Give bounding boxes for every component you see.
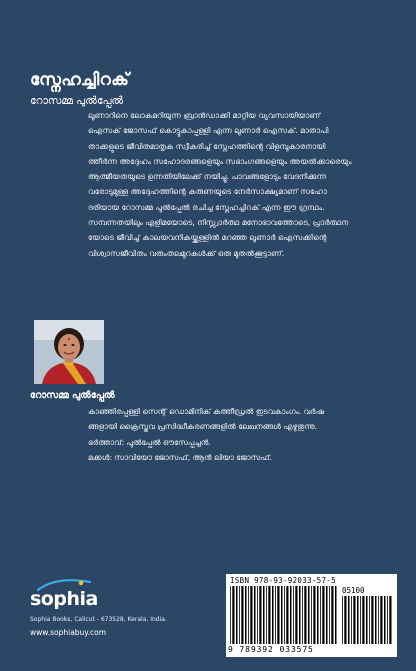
barcode-bar	[286, 586, 288, 644]
barcode-bar	[272, 586, 274, 644]
publisher-website: www.sophiabuy.com	[30, 628, 107, 637]
book-author-subtitle: റോസമ്മ പുൽപ്പേൽ	[30, 95, 124, 107]
barcode-bar	[304, 586, 306, 644]
barcode-bar	[299, 586, 301, 644]
barcode-bar	[387, 596, 388, 644]
barcode-bar	[357, 596, 359, 644]
barcode-bar	[375, 596, 377, 644]
barcode-bar	[378, 596, 379, 644]
barcode-bar	[230, 586, 231, 644]
barcode-bar	[266, 586, 267, 644]
barcode-bar	[284, 586, 285, 644]
barcode-bar	[329, 586, 330, 644]
barcode-bar	[241, 586, 243, 644]
blurb-line: സമ്പന്നതയിലും എളിമയോടെ, നിസ്സ്വാർത്ഥ മനോഭാവത്തോടെ, പ്രാർത്ഥന	[88, 218, 349, 228]
addon-barcode-image	[342, 596, 392, 644]
book-title: സ്നേഹച്ചിറക്	[30, 70, 130, 90]
bio-line: ഭർത്താവ്: പുൽപ്പേൽ ഔസേപ്പച്ചൻ.	[88, 437, 211, 447]
barcode-box	[226, 574, 397, 657]
price-code: 05100	[342, 586, 365, 595]
barcode-bar	[259, 586, 261, 644]
publisher-address: Sophia Books, Calicut - 673528, Kerala, India.	[30, 616, 167, 623]
barcode-bar	[232, 586, 234, 644]
barcode-bar	[257, 586, 258, 644]
barcode-bar	[331, 586, 333, 644]
barcode-bar	[366, 596, 368, 644]
barcode-bar	[239, 586, 240, 644]
barcode-digits: 9 789392 033575	[228, 645, 314, 654]
barcode-bar	[250, 586, 252, 644]
isbn-barcode-image	[230, 586, 338, 644]
barcode-bar	[281, 586, 283, 644]
blurb-line: വിശ്വാസജീവിതം വരുംതലമുറകൾക്ക് ഒരു മുതൽക്കൂട്ടാണ്.	[88, 248, 285, 258]
barcode-bar	[335, 586, 337, 644]
blurb-line: ഐസക് ജോസഫ് കൊട്ടുകാപ്പള്ളി എന്ന ലൂണാർ ഐസക്. മാതാപി	[88, 126, 329, 136]
barcode-bar	[275, 586, 276, 644]
author-portrait-image	[34, 320, 104, 384]
barcode-bar	[236, 586, 238, 644]
blurb-line: ലൂണാറിനെ ലോകമറിയുന്ന ബ്രാൻഡാക്കി മാറ്റിയ വ്യവസായിയാണ്	[88, 111, 321, 120]
barcode-bar	[295, 586, 297, 644]
barcode-bar	[263, 586, 265, 644]
isbn-label: ISBN 978-93-92033-57-5	[230, 576, 336, 585]
barcode-bar	[317, 586, 319, 644]
barcode-bar	[290, 586, 292, 644]
author-photo	[34, 320, 104, 384]
barcode-bar	[384, 596, 386, 644]
barcode-bar	[313, 586, 315, 644]
barcode-bar	[326, 586, 328, 644]
blurb-line: ആത്മീയതയുടെ ഉന്നതിയിലേക്ക് നയിച്ചു. പാവങ്ങളോടും വേദനിക്കുന്ന	[88, 172, 327, 182]
author-bio	[88, 404, 388, 466]
publisher-logo: sophia	[30, 588, 98, 610]
blurb-line: താക്കളുടെ ജീവിതമാതൃക സ്വീകരിച്ച് സ്നേഹത്തിന്റെ വിളമ്പുകാരനായി	[88, 141, 326, 151]
barcode-bar	[254, 586, 256, 644]
barcode-bar	[302, 586, 303, 644]
barcode-bar	[293, 586, 294, 644]
blurb-line: യോടെ ജീവിച്ച് കാലയവനികയ്ക്കുള്ളിൽ മറഞ്ഞ ലൂണാർ ഐസക്കിന്റെ	[88, 233, 327, 243]
barcode-bar	[344, 596, 346, 644]
barcode-bar	[351, 596, 352, 644]
barcode-bar	[268, 586, 270, 644]
blurb-line: ത്തീർന്ന അദ്ദേഹം സഹോദരങ്ങളെയും സഭാംഗങ്ങളെയും അയൽക്കാരെയും	[88, 156, 352, 166]
author-name: റോസമ്മ പുൽപ്പേൽ	[30, 390, 115, 401]
blurb-line: വരോടുമുള്ള അദ്ദേഹത്തിന്റെ കരുണയുടെ നേർസാക്ഷ്യമാണ് സഹോ	[88, 187, 327, 197]
barcode-bar	[360, 596, 361, 644]
blurb-line: ദരിയായ റോസമ്മ പുൽപ്പേൽ രചിച്ച സ്നേഹച്ചിറക് എന്ന ഈ ഗ്രന്ഥം.	[88, 202, 325, 212]
barcode-bar	[342, 596, 343, 644]
barcode-bar	[320, 586, 321, 644]
barcode-bar	[277, 586, 279, 644]
bio-line: ങ്ങളായി ക്രൈസ്തവ പ്രസിദ്ധീകരണങ്ങളിൽ ലേഖനങ്ങൾ എഴുതുന്നു.	[88, 422, 318, 432]
barcode-bar	[311, 586, 312, 644]
barcode-bar	[348, 596, 350, 644]
barcode-bar	[380, 596, 382, 644]
barcode-bar	[369, 596, 370, 644]
barcode-bar	[353, 596, 355, 644]
barcode-bar	[389, 596, 391, 644]
barcode-bar	[308, 586, 310, 644]
barcode-bar	[245, 586, 247, 644]
bio-line: മക്കൾ: സാവിയോ ജോസഫ്, ആൻ ലിയാ ജോസഫ്.	[88, 453, 273, 463]
barcode-bar	[248, 586, 249, 644]
barcode-bar	[371, 596, 373, 644]
blurb	[88, 108, 388, 261]
bio-line: കാഞ്ഞിരപ്പള്ളി സെന്റ് ഡൊമിനിക് കത്തീഡ്രൽ ഇടവകാംഗം. വർഷ	[88, 407, 324, 416]
barcode-bar	[322, 586, 324, 644]
barcode-bar	[362, 596, 364, 644]
